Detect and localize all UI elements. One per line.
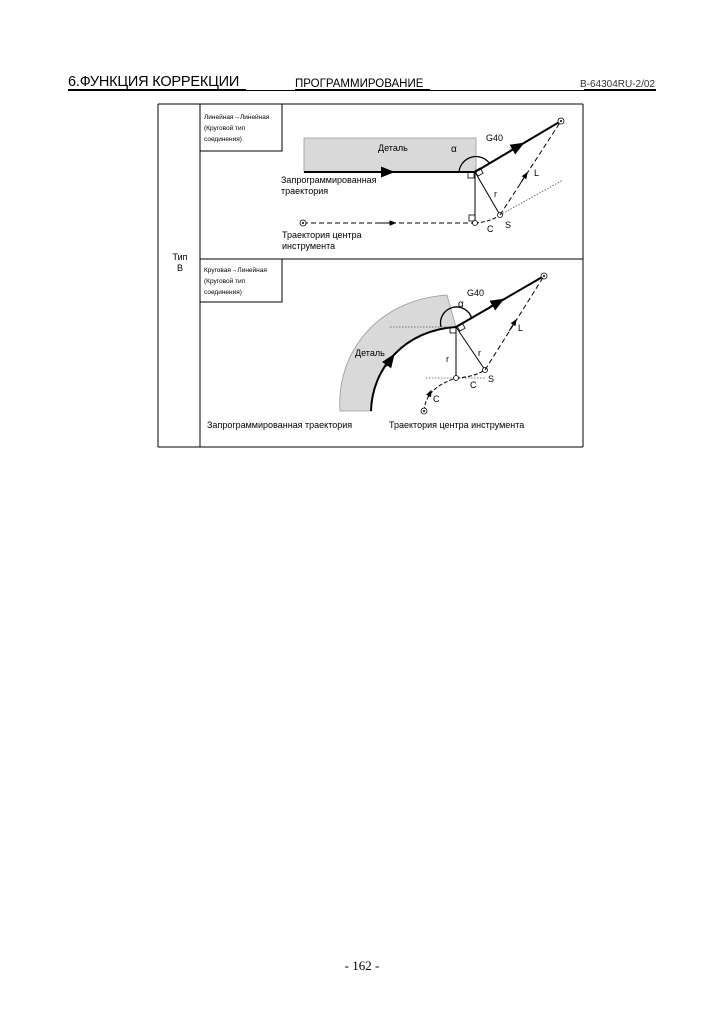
panel-b-caption-line3: соединения) — [204, 289, 242, 296]
type-label-line2: B — [176, 263, 184, 273]
document-code: B-64304RU-2/02 — [579, 79, 655, 90]
panel-b-r-right: r — [478, 348, 481, 358]
panel-b-C-near: C — [470, 380, 477, 390]
panel-b-caption-line2: (Круговой тип — [204, 278, 246, 285]
panel-b-part-label: Деталь — [355, 348, 385, 358]
panel-a-caption-line3: соединения) — [204, 136, 242, 143]
panel-a-r: r — [494, 189, 497, 199]
type-label-line1: Тип — [172, 252, 188, 262]
panel-b-S: S — [488, 374, 495, 384]
panel-b-tool-center: Траектория центра инструмента — [389, 420, 525, 430]
panel-a-part-label: Деталь — [378, 143, 408, 153]
panel-b-caption-line1: Круговая→Линейная — [204, 267, 267, 274]
panel-a-alpha: α — [451, 144, 457, 155]
panel-a-C: C — [487, 224, 494, 234]
panel-b-g40: G40 — [467, 288, 485, 298]
chapter-title: 6.ФУНКЦИЯ КОРРЕКЦИИ — [68, 74, 240, 90]
panel-linear-linear — [204, 113, 564, 251]
panel-b-L: L — [518, 323, 524, 333]
panel-a-caption-line2: (Круговой тип — [204, 125, 246, 132]
panel-b-r-left: r — [446, 354, 449, 364]
panel-a-tool-center-line2: инструмента — [282, 241, 336, 251]
panel-a-caption-line1: Линейная→Линейная — [204, 114, 270, 121]
panel-a-g40: G40 — [486, 133, 504, 143]
panel-b-alpha: α — [458, 299, 464, 310]
panel-b-programmed-path: Запрограммированная траектория — [207, 420, 353, 430]
panel-a-programmed-path-line2: траектория — [281, 186, 329, 196]
panel-a-L: L — [534, 168, 540, 178]
panel-a-tool-center-line1: Траектория центра — [282, 230, 362, 240]
page-number: - 162 - — [344, 958, 380, 973]
panel-a-programmed-path-line1: Запрограммированная — [281, 175, 377, 185]
panel-circular-linear — [204, 266, 547, 430]
section-title: ПРОГРАММИРОВАНИЕ — [295, 78, 424, 90]
panel-b-C-far: C — [433, 394, 440, 404]
panel-a-S: S — [505, 220, 512, 230]
